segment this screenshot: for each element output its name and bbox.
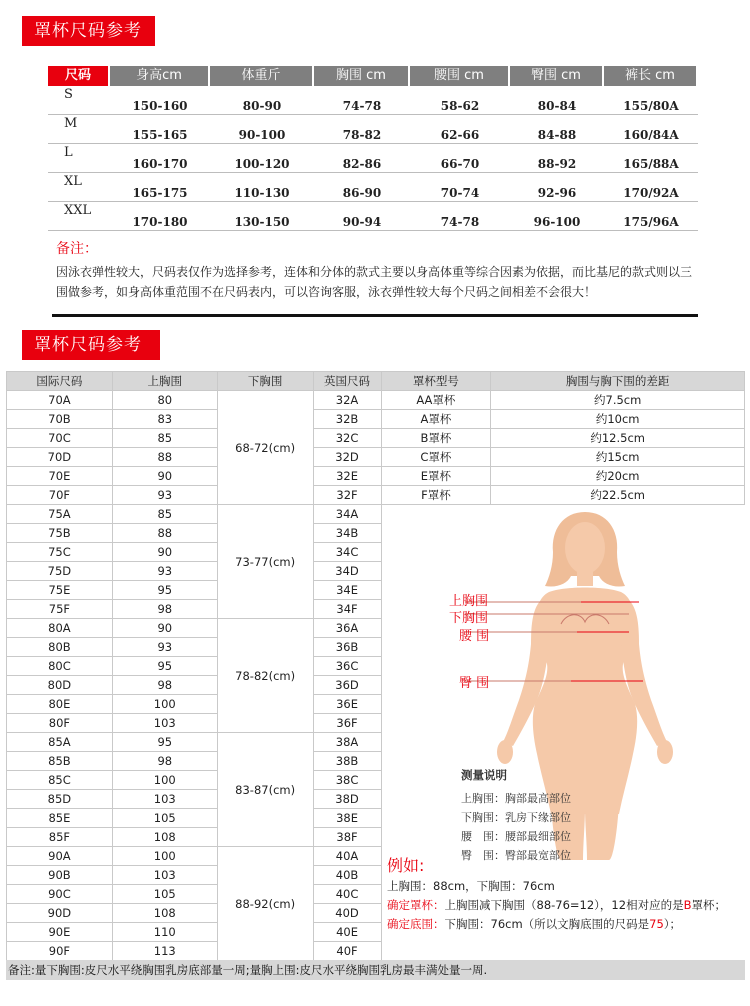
size-value: 96-100	[533, 215, 581, 229]
intl-size: 75F	[7, 600, 113, 619]
size-label: XXL	[64, 203, 92, 218]
example-line	[387, 915, 745, 934]
size-value: 170/92A	[623, 186, 679, 200]
size-value: 90-94	[342, 215, 382, 229]
cup-difference: 约20cm	[491, 467, 745, 486]
intl-size: 90E	[7, 923, 113, 942]
uk-size: 32D	[313, 448, 381, 467]
size-row	[48, 86, 698, 115]
note-title: 备注：	[56, 241, 98, 257]
intl-size: 90C	[7, 885, 113, 904]
size-value: 88-92	[537, 157, 577, 171]
size-value: 90-100	[238, 128, 286, 142]
size-label: S	[64, 87, 73, 102]
under-chest: 68-72(cm)	[217, 391, 313, 505]
size-value: 58-62	[440, 99, 480, 113]
size-row	[48, 202, 698, 231]
intl-size: 90F	[7, 942, 113, 961]
intl-size: 90B	[7, 866, 113, 885]
uk-size: 36D	[313, 676, 381, 695]
intl-size: 85A	[7, 733, 113, 752]
cup-table-header	[7, 372, 745, 391]
under-chest: 73-77(cm)	[217, 505, 313, 619]
example-label: 确定罩杯：	[387, 898, 445, 912]
upper-chest: 98	[112, 676, 217, 695]
upper-chest: 100	[112, 847, 217, 866]
cup-header-cell: 胸围与胸下围的差距	[491, 372, 745, 391]
example-size: 75	[649, 917, 664, 931]
upper-chest: 98	[112, 752, 217, 771]
cup-row	[7, 448, 745, 467]
upper-chest: 103	[112, 866, 217, 885]
intl-size: 70B	[7, 410, 113, 429]
size-value: 92-96	[537, 186, 577, 200]
upper-chest: 93	[112, 562, 217, 581]
uk-size: 36C	[313, 657, 381, 676]
label-waist: 腰 围	[459, 629, 490, 644]
footer-note: 备注:量下胸围:皮尺水平绕胸围乳房底部量一周;量胸上围:皮尺水平绕胸围乳房最丰满处量一周.	[6, 960, 745, 980]
upper-chest: 113	[112, 942, 217, 961]
measurement-line: 臀 围：臀部最宽部位	[461, 849, 571, 862]
measurement-line: 下胸围：乳房下缘部位	[461, 811, 571, 824]
size-value: 165/88A	[623, 157, 679, 171]
size-header-cell: 尺码	[48, 66, 110, 86]
size-header-cell: 身高cm	[110, 66, 210, 86]
upper-chest: 80	[112, 391, 217, 410]
intl-size: 70D	[7, 448, 113, 467]
uk-size: 38E	[313, 809, 381, 828]
size-table	[48, 66, 698, 231]
intl-size: 70E	[7, 467, 113, 486]
intl-size: 90D	[7, 904, 113, 923]
cup-type: A罩杯	[381, 410, 491, 429]
measurement-instructions	[461, 766, 571, 865]
uk-size: 34F	[313, 600, 381, 619]
size-row	[48, 144, 698, 173]
example-block	[387, 856, 745, 934]
upper-chest: 100	[112, 695, 217, 714]
uk-size: 34A	[313, 505, 381, 524]
section-title-size: 罩杯尺码参考	[22, 16, 155, 46]
size-value: 86-90	[342, 186, 382, 200]
example-line: 上胸围：88cm，下胸围：76cm	[387, 879, 555, 893]
intl-size: 75D	[7, 562, 113, 581]
uk-size: 40F	[313, 942, 381, 961]
uk-size: 32B	[313, 410, 381, 429]
size-row	[48, 173, 698, 202]
intl-size: 80F	[7, 714, 113, 733]
size-value: 70-74	[440, 186, 480, 200]
size-value: 130-150	[234, 215, 290, 229]
upper-chest: 90	[112, 467, 217, 486]
uk-size: 40E	[313, 923, 381, 942]
example-title: 例如:	[387, 856, 425, 875]
intl-size: 70C	[7, 429, 113, 448]
size-value: 100-120	[234, 157, 290, 171]
under-chest: 88-92(cm)	[217, 847, 313, 961]
upper-chest: 90	[112, 619, 217, 638]
uk-size: 38A	[313, 733, 381, 752]
upper-chest: 108	[112, 904, 217, 923]
upper-chest: 85	[112, 429, 217, 448]
example-text: 上胸围减下胸围（88-76=12），12相对应的是	[444, 898, 684, 912]
upper-chest: 95	[112, 657, 217, 676]
cup-type: B罩杯	[381, 429, 491, 448]
size-value: 175/96A	[623, 215, 679, 229]
upper-chest: 85	[112, 505, 217, 524]
size-value: 84-88	[537, 128, 577, 142]
size-value: 82-86	[342, 157, 382, 171]
divider	[52, 314, 698, 317]
size-header-cell: 体重斤	[210, 66, 314, 86]
intl-size: 85B	[7, 752, 113, 771]
cup-row	[7, 391, 745, 410]
size-value: 80-90	[242, 99, 282, 113]
under-chest: 78-82(cm)	[217, 619, 313, 733]
cup-header-cell: 上胸围	[112, 372, 217, 391]
example-cup: B	[683, 898, 692, 912]
size-header-cell: 腰围 cm	[410, 66, 510, 86]
note-text: 因泳衣弹性较大，尺码表仅作为选择参考，连体和分体的款式主要以身高体重等综合因素为依据，而比基尼的款式则以三围做参考，如身高体重范围不在尺码表内，可以咨询客服，泳衣弹性较大每个尺码之间相差不会很大！	[56, 265, 693, 299]
upper-chest: 88	[112, 524, 217, 543]
size-value: 110-130	[234, 186, 290, 200]
uk-size: 40A	[313, 847, 381, 866]
intl-size: 75B	[7, 524, 113, 543]
size-header-cell: 裤长 cm	[604, 66, 698, 86]
intl-size: 80D	[7, 676, 113, 695]
cup-type: F罩杯	[381, 486, 491, 505]
size-table-header	[48, 66, 698, 86]
upper-chest: 110	[112, 923, 217, 942]
cup-row	[7, 429, 745, 448]
label-upper-chest: 上胸围	[449, 594, 489, 609]
upper-chest: 103	[112, 790, 217, 809]
example-text: 罩杯；	[691, 898, 726, 912]
measurement-line: 腰 围：腰部最细部位	[461, 830, 571, 843]
intl-size: 80A	[7, 619, 113, 638]
cup-header-cell: 下胸围	[217, 372, 313, 391]
size-label: L	[64, 145, 73, 160]
uk-size: 34C	[313, 543, 381, 562]
intl-size: 70A	[7, 391, 113, 410]
upper-chest: 100	[112, 771, 217, 790]
size-value: 155/80A	[623, 99, 679, 113]
measurement-title: 测量说明	[461, 768, 507, 782]
upper-chest: 83	[112, 410, 217, 429]
under-chest: 83-87(cm)	[217, 733, 313, 847]
cup-header-cell: 英国尺码	[313, 372, 381, 391]
upper-chest: 98	[112, 600, 217, 619]
uk-size: 38B	[313, 752, 381, 771]
size-value: 155-165	[132, 128, 188, 142]
size-header-cell: 胸围 cm	[314, 66, 410, 86]
uk-size: 32C	[313, 429, 381, 448]
size-value: 160-170	[132, 157, 188, 171]
upper-chest: 105	[112, 809, 217, 828]
cup-header-cell: 国际尺码	[7, 372, 113, 391]
intl-size: 70F	[7, 486, 113, 505]
cup-header-cell: 罩杯型号	[381, 372, 491, 391]
intl-size: 80B	[7, 638, 113, 657]
uk-size: 40B	[313, 866, 381, 885]
intl-size: 85D	[7, 790, 113, 809]
size-value: 62-66	[440, 128, 480, 142]
size-row	[48, 115, 698, 144]
uk-size: 32A	[313, 391, 381, 410]
label-lower-chest: 下胸围	[449, 611, 489, 626]
cup-difference: 约15cm	[491, 448, 745, 467]
intl-size: 85C	[7, 771, 113, 790]
cup-difference: 约12.5cm	[491, 429, 745, 448]
cup-type: AA罩杯	[381, 391, 491, 410]
cup-row	[7, 410, 745, 429]
upper-chest: 95	[112, 733, 217, 752]
size-value: 80-84	[537, 99, 577, 113]
cup-difference: 约22.5cm	[491, 486, 745, 505]
upper-chest: 93	[112, 486, 217, 505]
intl-size: 80E	[7, 695, 113, 714]
size-value: 74-78	[440, 215, 480, 229]
uk-size: 38C	[313, 771, 381, 790]
uk-size: 34B	[313, 524, 381, 543]
example-text: 下胸围：76cm（所以文胸底围的尺码是	[444, 917, 650, 931]
size-value: 74-78	[342, 99, 382, 113]
size-value: 160/84A	[623, 128, 679, 142]
upper-chest: 103	[112, 714, 217, 733]
uk-size: 36F	[313, 714, 381, 733]
cup-difference: 约7.5cm	[491, 391, 745, 410]
example-text: ）；	[663, 917, 682, 931]
uk-size: 38D	[313, 790, 381, 809]
size-value: 150-160	[132, 99, 188, 113]
size-value: 165-175	[132, 186, 188, 200]
size-value: 78-82	[342, 128, 382, 142]
intl-size: 80C	[7, 657, 113, 676]
size-label: M	[64, 116, 78, 131]
uk-size: 32E	[313, 467, 381, 486]
intl-size: 85E	[7, 809, 113, 828]
example-line	[387, 896, 745, 915]
intl-size: 85F	[7, 828, 113, 847]
intl-size: 75A	[7, 505, 113, 524]
uk-size: 36E	[313, 695, 381, 714]
uk-size: 38F	[313, 828, 381, 847]
uk-size: 36B	[313, 638, 381, 657]
cup-difference: 约10cm	[491, 410, 745, 429]
size-label: XL	[64, 174, 82, 189]
upper-chest: 90	[112, 543, 217, 562]
uk-size: 32F	[313, 486, 381, 505]
upper-chest: 88	[112, 448, 217, 467]
cup-type: C罩杯	[381, 448, 491, 467]
uk-size: 34E	[313, 581, 381, 600]
size-header-cell: 臀围 cm	[510, 66, 604, 86]
upper-chest: 105	[112, 885, 217, 904]
label-hip: 臀 围	[459, 676, 490, 691]
upper-chest: 95	[112, 581, 217, 600]
measurement-line: 上胸围：胸部最高部位	[461, 792, 571, 805]
cup-type: E罩杯	[381, 467, 491, 486]
intl-size: 75C	[7, 543, 113, 562]
cup-row	[7, 467, 745, 486]
example-label: 确定底围：	[387, 917, 445, 931]
body-measurement-figure	[381, 504, 745, 960]
uk-size: 40D	[313, 904, 381, 923]
section-title-cup: 罩杯尺码参考	[22, 330, 160, 360]
cup-row	[7, 486, 745, 505]
size-value: 170-180	[132, 215, 188, 229]
upper-chest: 93	[112, 638, 217, 657]
upper-chest: 108	[112, 828, 217, 847]
uk-size: 34D	[313, 562, 381, 581]
intl-size: 75E	[7, 581, 113, 600]
uk-size: 40C	[313, 885, 381, 904]
intl-size: 90A	[7, 847, 113, 866]
uk-size: 36A	[313, 619, 381, 638]
size-value: 66-70	[440, 157, 480, 171]
